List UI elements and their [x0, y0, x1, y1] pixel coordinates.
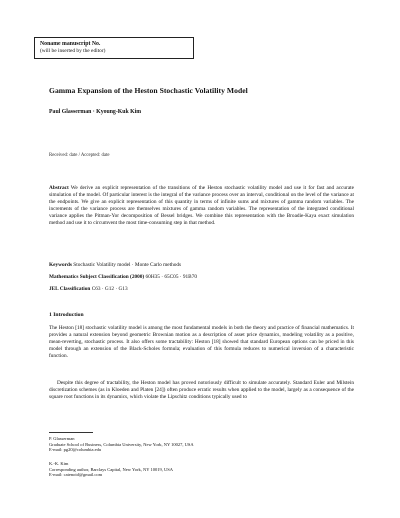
footnote-author-1 — [49, 436, 349, 453]
jel-codes: C63 · G12 · G13 — [91, 286, 128, 292]
keywords — [49, 262, 354, 269]
manuscript-number-label: Noname manuscript No. — [40, 41, 101, 47]
abstract-text: We derive an explicit representation of the transitions of the Heston stochastic volatility model and use it for fast and accurate simulation of the model. Of particular interest is the integral of the variance process over an interval, conditional on the level of the variance at the endpoints. We give an explicit representation of this quantity in terms of infinite sums and mixtures of gamma random variables. The increments of the variance process are themselves mixtures of gamma random variables. The representation of the integrated conditional variance applies the Pitman-Yor decomposition of Bessel bridges. We combine this representation with the Broadie-Kaya exact simulation method and use it to circumvent the most time-consuming step in that method. — [49, 185, 354, 227]
footnote-author-2 — [49, 461, 349, 478]
abstract-heading: Abstract — [49, 185, 69, 191]
intro-paragraph-2: Despite this degree of tractability, the Heston model has proved notoriously difficult to simulate accurately. Standard Euler and Milstein discretization schemes (as in Kloeden and Platen [24]) often produce erratic results when applied to the model, largely as a consequence of the square root functions in its dynamics, which violate the Lipschitz conditions typically used to — [49, 380, 354, 401]
footnote-author-2-email: E-mail: catenoid@gmail.com — [49, 472, 103, 478]
intro-paragraph-2-container — [49, 380, 354, 401]
footnote-author-1-name: P. Glasserman — [49, 436, 75, 441]
paper-title: Gamma Expansion of the Heston Stochastic Volatility Model — [49, 86, 248, 95]
received-accepted-dates: Received: date / Accepted: date — [49, 153, 110, 158]
keywords-text: Stochastic Volatility model · Monte Carlo methods — [73, 262, 182, 268]
paper-authors: Paul Glasserman · Kyoung-Kuk Kim — [49, 109, 142, 115]
msc-codes: 60H35 · 65C05 · 91B70 — [145, 274, 198, 280]
manuscript-editor-note: (will be inserted by the editor) — [40, 48, 106, 54]
section-heading-introduction: 1 Introduction — [49, 312, 84, 318]
msc-classification — [49, 274, 354, 281]
intro-paragraph-1: The Heston [18] stochastic volatility model is among the most fundamental models in both the theory and practice of financial mathematics. It provides a natural extension beyond geometric Brownian motion as a description of asset price dynamics, modeling volatility as a positive, mean-reverting, stochastic process. It also offers some tractability: Heston [18] showed that standard European options can be priced in this model through an extension of the Black-Scholes formula; evaluation of this formula reduces to numerical inversion of a characteristic function. — [49, 325, 354, 360]
footnote-author-1-email: E-mail: pg20@columbia.edu — [49, 447, 102, 453]
footnote-rule — [49, 432, 93, 433]
footnote-author-2-affiliation: Corresponding author, Barclays Capital, New York, NY 10019, USA — [49, 466, 174, 472]
keywords-heading: Keywords — [49, 262, 72, 268]
jel-classification — [49, 286, 354, 293]
manuscript-info-box — [34, 37, 194, 59]
jel-heading: JEL Classification — [49, 286, 91, 292]
msc-heading: Mathematics Subject Classification (2000) — [49, 274, 145, 280]
footnote-author-2-name: K.-K. Kim — [49, 461, 69, 466]
footnote-author-1-affiliation: Graduate School of Business, Columbia University, New York, NY 10027, USA — [49, 441, 194, 447]
abstract — [49, 185, 354, 227]
